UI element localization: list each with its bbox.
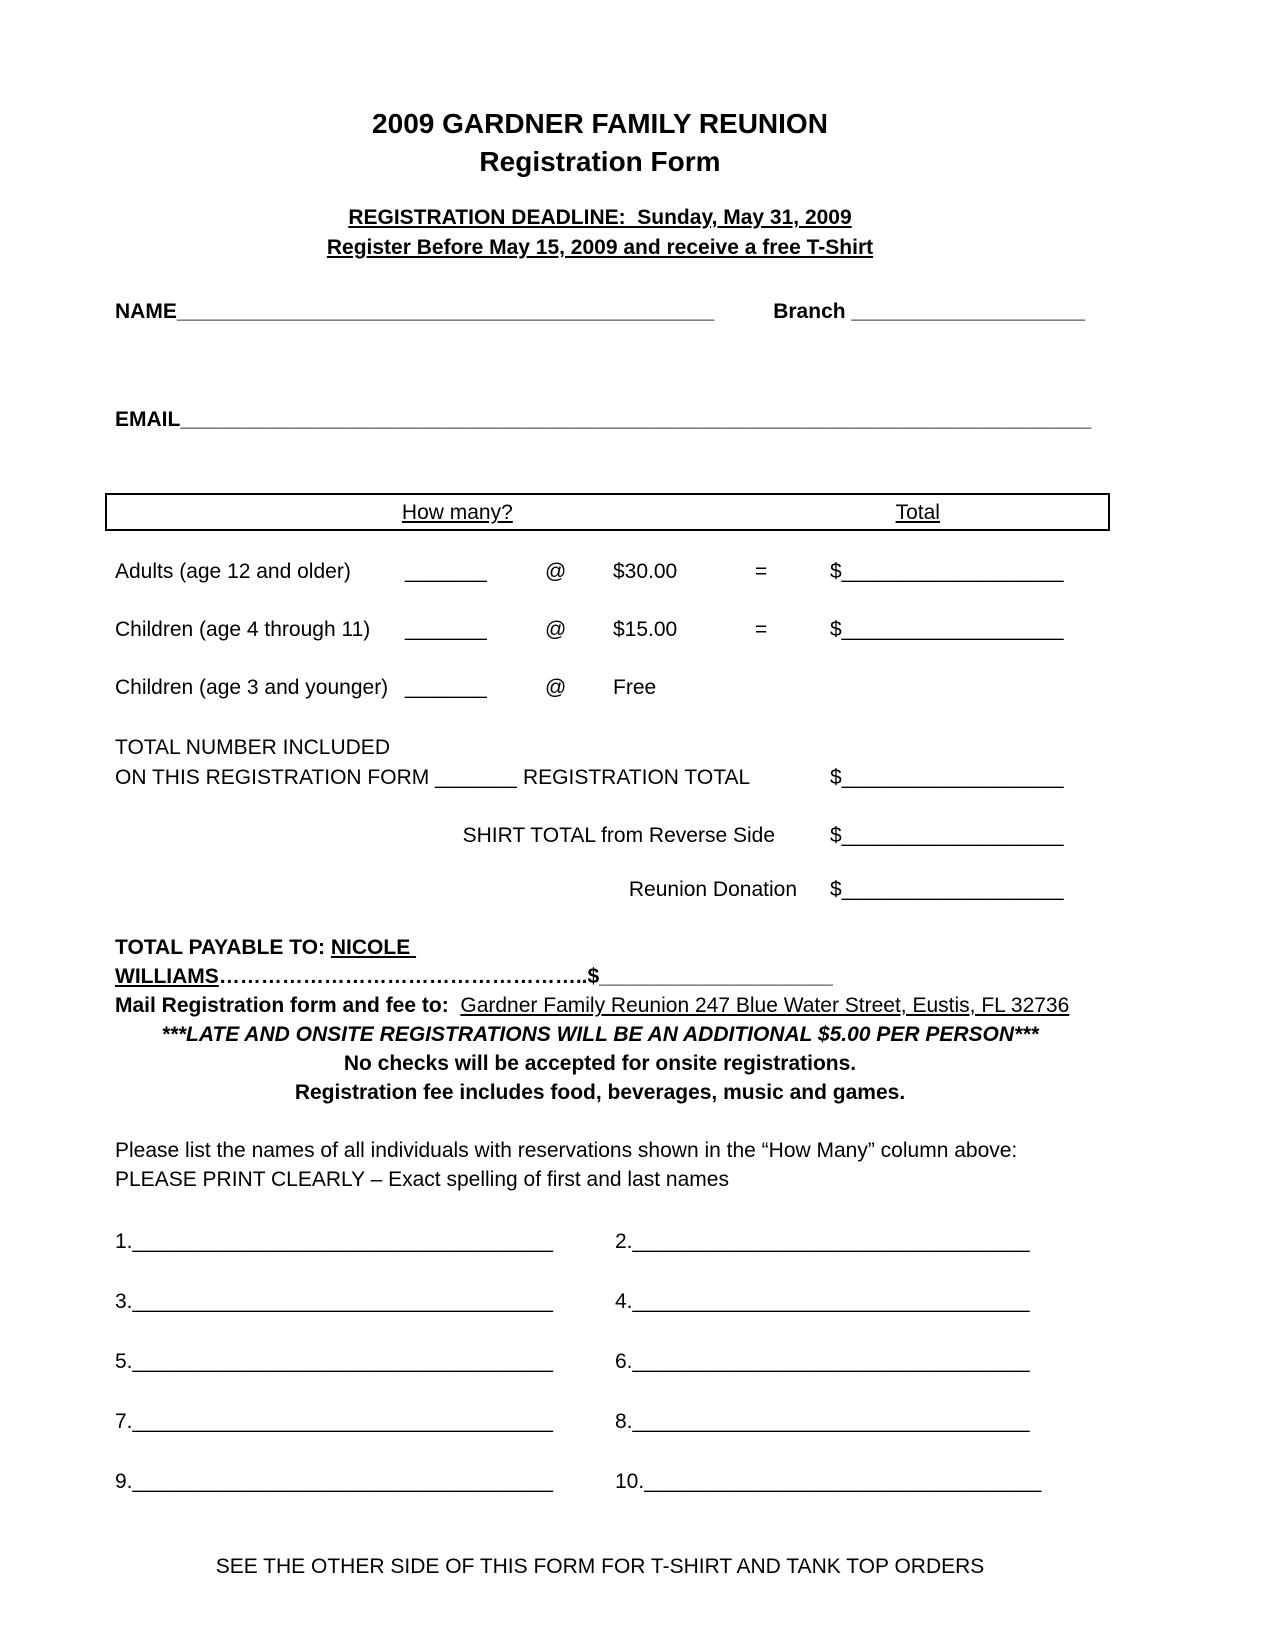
payable-label: TOTAL PAYABLE TO: (115, 936, 331, 959)
mail-line (115, 991, 1085, 1020)
line-blank: __________________________________ (632, 1410, 1030, 1433)
name-lines-grid (115, 1229, 1085, 1495)
name-line-10 (615, 1469, 1085, 1495)
children-older-amount-blank: $___________________ (830, 618, 1064, 641)
name-line-3 (115, 1289, 615, 1315)
name-line-4 (615, 1289, 1085, 1315)
donation-blank: $___________________ (830, 878, 1064, 901)
late-registration-note: ***LATE AND ONSITE REGISTRATIONS WILL BE AN ADDITIONAL $5.00 PER PERSON*** (161, 1023, 1039, 1046)
line-number: 4. (615, 1290, 633, 1313)
table-header-box (105, 493, 1110, 531)
registration-total-blank: $___________________ (830, 766, 1064, 789)
name-line-2 (615, 1229, 1085, 1255)
line-blank: ____________________________________ (132, 1470, 553, 1493)
name-label: NAME (115, 300, 177, 323)
branch-label: Branch (773, 300, 852, 323)
equals-icon: = (755, 560, 768, 583)
children-younger-row (115, 675, 1085, 701)
children-older-count-blank: _______ (405, 618, 487, 641)
name-field-group (115, 299, 714, 325)
line-blank: ____________________________________ (132, 1230, 553, 1253)
branch-blank: ____________________ (851, 300, 1085, 323)
mail-label: Mail Registration form and fee to: (115, 994, 461, 1017)
instruction-line2: PLEASE PRINT CLEARLY – Exact spelling of first and last names (115, 1168, 729, 1191)
form-subtitle: Registration Form (479, 146, 721, 177)
names-instructions (115, 1136, 1085, 1194)
total-payable-line (115, 933, 1085, 991)
name-line-5 (115, 1349, 615, 1375)
line-blank: ____________________________________ (132, 1290, 553, 1313)
total-included-line1: TOTAL NUMBER INCLUDED (115, 736, 390, 759)
reverse-side-note: SEE THE OTHER SIDE OF THIS FORM FOR T-SHIRT AND TANK TOP ORDERS (215, 1555, 985, 1578)
at-icon: @ (545, 560, 567, 583)
name-line-1 (115, 1229, 615, 1255)
adults-label: Adults (age 12 and older) (115, 560, 351, 583)
equals-icon: = (755, 618, 768, 641)
total-included-blank: _______ (435, 766, 517, 789)
line-number: 7. (115, 1410, 133, 1433)
line-blank: __________________________________ (644, 1470, 1042, 1493)
donation-row (115, 877, 1085, 903)
line-number: 10. (615, 1470, 645, 1493)
at-icon: @ (545, 618, 567, 641)
children-older-row (115, 617, 1085, 643)
email-row (115, 355, 1092, 459)
shirt-total-blank: $___________________ (830, 824, 1064, 847)
children-younger-count-blank: _______ (405, 676, 487, 699)
shirt-total-row (115, 823, 1085, 849)
children-older-label: Children (age 4 through 11) (115, 618, 371, 641)
email-label: EMAIL (115, 408, 181, 431)
line-number: 9. (115, 1470, 133, 1493)
line-blank: __________________________________ (632, 1230, 1030, 1253)
branch-field-group (773, 299, 1085, 325)
line-number: 5. (115, 1350, 133, 1373)
early-register-line: Register Before May 15, 2009 and receive a free T-Shirt (326, 236, 874, 259)
deadline-line: REGISTRATION DEADLINE: Sunday, May 31, 2009 (348, 206, 852, 229)
line-number: 2. (615, 1230, 633, 1253)
no-checks-note: No checks will be accepted for onsite registrations. (343, 1052, 857, 1075)
children-younger-price: Free (613, 676, 657, 699)
line-blank: __________________________________ (632, 1290, 1030, 1313)
adults-row (115, 559, 1085, 585)
adults-amount-blank: $___________________ (830, 560, 1064, 583)
how-many-header: How many? (401, 501, 513, 524)
line-number: 8. (615, 1410, 633, 1433)
children-younger-label: Children (age 3 and younger) (115, 676, 389, 699)
email-blank: ______________________________________________________________________________ (180, 408, 1092, 431)
name-line-9 (115, 1469, 615, 1495)
registration-total-row (115, 763, 1085, 793)
line-blank: ____________________________________ (132, 1410, 553, 1433)
deadline-block (115, 203, 1085, 263)
total-included-label: ON THIS REGISTRATION FORM (115, 766, 436, 789)
name-branch-row (115, 299, 1085, 325)
line-number: 6. (615, 1350, 633, 1373)
shirt-total-label: SHIRT TOTAL from Reverse Side (462, 824, 775, 847)
at-icon: @ (545, 676, 567, 699)
children-older-price: $15.00 (613, 618, 678, 641)
payable-blank: $____________________ (587, 965, 833, 988)
donation-label: Reunion Donation (628, 878, 797, 901)
line-number: 1. (115, 1230, 133, 1253)
total-included-line2 (115, 763, 523, 793)
equals-icon (755, 675, 830, 701)
name-line-6 (615, 1349, 1085, 1375)
payable-dots: …………………………………………….. (218, 965, 588, 988)
line-number: 3. (115, 1290, 133, 1313)
payable-name: NICOLE WILLIAMS (115, 936, 417, 988)
registration-total-label: REGISTRATION TOTAL (523, 766, 751, 789)
fee-includes-note: Registration fee includes food, beverages, music and games. (294, 1081, 906, 1104)
name-blank: ______________________________________________ (176, 300, 715, 323)
line-blank: ____________________________________ (132, 1350, 553, 1373)
adults-count-blank: _______ (405, 560, 487, 583)
total-header: Total (895, 501, 940, 524)
form-title: 2009 GARDNER FAMILY REUNION (372, 108, 828, 139)
name-line-8 (615, 1409, 1085, 1435)
name-line-7 (115, 1409, 615, 1435)
instruction-line1: Please list the names of all individuals with reservations shown in the “How Many” column above: (115, 1139, 1018, 1162)
adults-price: $30.00 (613, 560, 678, 583)
children-younger-amount-blank (830, 675, 1085, 701)
mail-address: Gardner Family Reunion 247 Blue Water Street, Eustis, FL 32736 (460, 994, 1070, 1017)
payment-section (115, 933, 1085, 1107)
line-blank: __________________________________ (632, 1350, 1030, 1373)
